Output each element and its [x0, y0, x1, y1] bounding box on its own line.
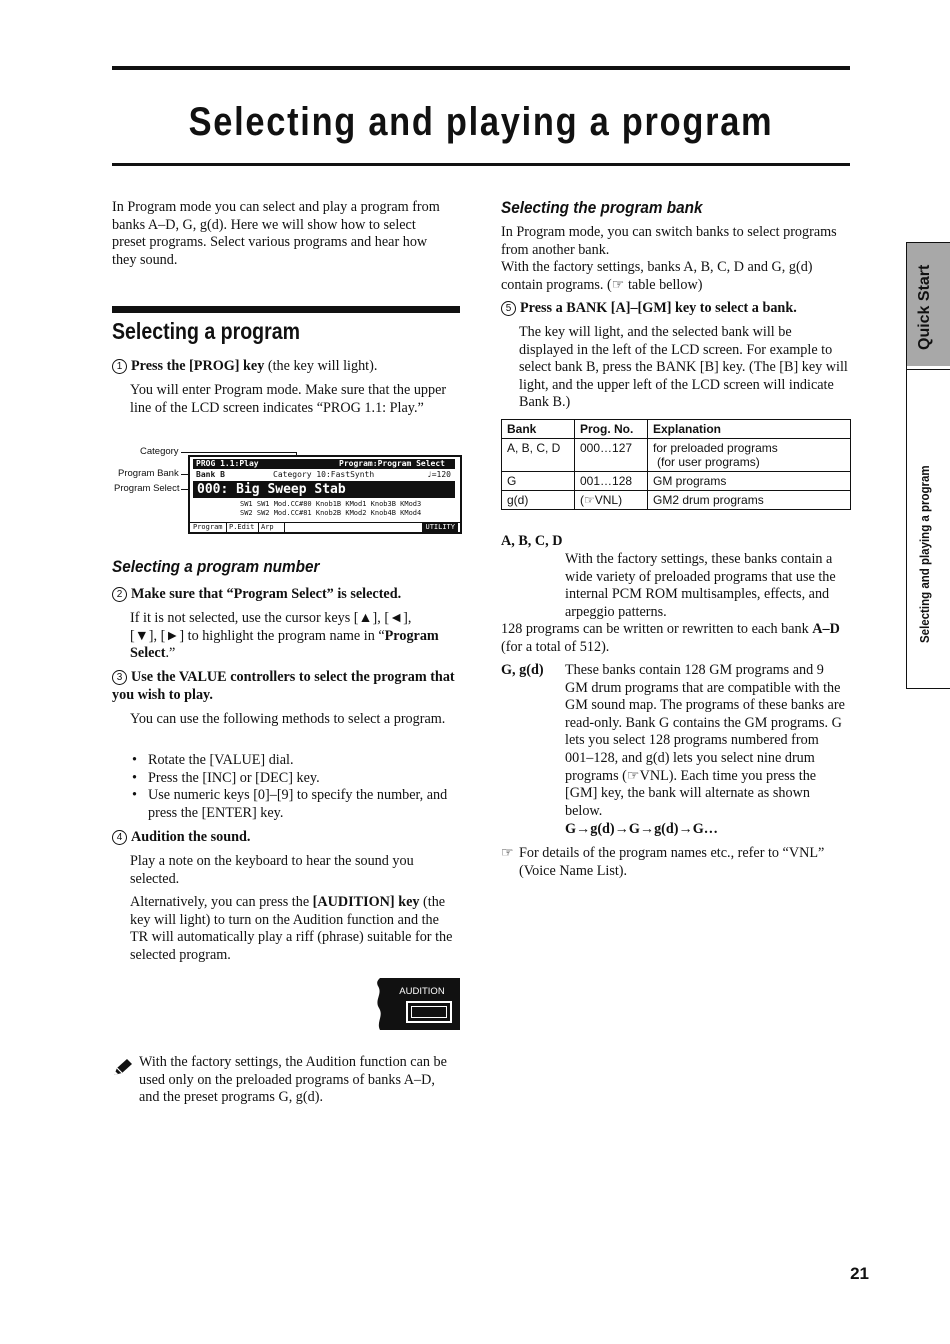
leader-line [181, 452, 297, 453]
lcd-info-row [193, 470, 455, 480]
lcd-header [193, 459, 455, 469]
table-header: Explanation [648, 420, 851, 439]
table-row [502, 439, 851, 472]
bank-table [501, 419, 851, 510]
lcd-program-name: 000: Big Sweep Stab [193, 481, 455, 498]
desc-abcd: With the factory settings, these banks contain a wide variety of preloaded programs that use the internal PCM ROM multisamples, effects, and arpeggio patterns. [565, 551, 836, 620]
table-row [502, 472, 851, 491]
table-cell: (☞VNL) [575, 491, 648, 510]
step-2 [112, 586, 462, 604]
heading-selecting-a-program-number: Selecting a program number [112, 557, 320, 576]
bank-intro: In Program mode, you can switch banks to select programs from another bank. [501, 224, 837, 258]
step-4-body: Play a note on the keyboard to hear the sound you selected. [130, 853, 414, 887]
lcd-tempo: ♩=120 [426, 470, 451, 479]
audition-label: AUDITION [399, 986, 445, 997]
step-number: 4 [112, 830, 127, 845]
step-1-bold: Press the [PROG] key [131, 358, 265, 374]
step-1-rest: (the key will light). [264, 358, 378, 374]
top-rule [112, 66, 850, 70]
step-4 [112, 829, 462, 847]
step-5-body: The key will light, and the selected bank will be displayed in the left of the LCD screen. For example to select bank B, press the BANK [B] key. (The [B] key will light, and the upper left of the LCD screen will indicate Bank B.) [519, 324, 848, 411]
gm-bank-cycle: G→g(d)→G→g(d)→G… [565, 821, 718, 837]
step-5 [501, 300, 851, 318]
audition-key-illustration [374, 978, 460, 1030]
lcd-tab-utility: UTILITY [422, 523, 458, 532]
title-rule [112, 163, 850, 166]
step-4-bold: Audition the sound. [131, 829, 251, 845]
lcd-mode: PROG 1.1:Play [196, 459, 259, 468]
step-3-bold: Use the VALUE controllers to select the program that you wish to play. [112, 669, 455, 703]
page-title: Selecting and playing a program [188, 100, 774, 144]
lcd-label-select: Program Select [114, 483, 180, 494]
reference-hand-icon: ☞ [501, 845, 514, 861]
lcd-label-category: Category [140, 446, 179, 457]
table-row [502, 491, 851, 510]
table-header: Bank [502, 420, 575, 439]
audition-note: With the factory settings, the Audition function can be used only on the preloaded programs of banks A–D, and the preset programs G, g(d). [139, 1054, 447, 1106]
lcd-tab-bar [190, 522, 460, 532]
pencil-note-icon [113, 1058, 133, 1076]
step-1-body: You will enter Program mode. Make sure that the upper line of the LCD screen indicates “PROG 1.1: Play.” [130, 382, 447, 416]
section-rule [112, 306, 460, 313]
lcd-category: Category 10:FastSynth [273, 470, 375, 479]
step-number: 3 [112, 670, 127, 685]
tab-quick-start-label: Quick Start [916, 264, 933, 350]
table-cell: for preloaded programs (for user programs) [648, 439, 851, 472]
step-2-body: If it is not selected, use the cursor keys [▲], [◄], [▼], [►] to highlight the program name in “Program Select.” [130, 610, 439, 662]
bank-factory-settings: With the factory settings, banks A, B, C, D and G, g(d) contain programs. (☞ table bellow) [501, 259, 813, 293]
table-cell: GM2 drum programs [648, 491, 851, 510]
table-cell: GM programs [648, 472, 851, 491]
step-4-alternative: Alternatively, you can press the [AUDITION] key (the key will light) to turn on the Audition function and the TR will automatically play a riff (phrase) suitable for the selected program. [130, 894, 453, 963]
page-number: 21 [850, 1264, 869, 1283]
step-3 [112, 669, 462, 704]
lcd-tab-arp: Arp [258, 523, 285, 532]
list-item: • Press the [INC] or [DEC] key. [148, 770, 473, 788]
lcd-bank: Bank B [196, 470, 225, 479]
lcd-controllers: SW1 SW1 Mod.CC#80 Knob1B KMod1 Knob3B KMod3 SW2 SW2 Mod.CC#81 Knob2B KMod2 Knob4B KMod4 [240, 500, 422, 517]
table-header: Prog. No. [575, 420, 648, 439]
lcd-tab-program: Program [190, 523, 227, 532]
table-cell: 001…128 [575, 472, 648, 491]
intro-paragraph: In Program mode you can select and play a program from banks A–D, G, g(d). Here we will show how to select preset programs. Select various programs and hear how they sound. [112, 199, 440, 268]
method-list [130, 752, 473, 822]
step-number: 1 [112, 359, 127, 374]
lcd-page: Program:Program Select [339, 459, 445, 468]
step-number: 5 [501, 301, 516, 316]
list-item: • Rotate the [VALUE] dial. [148, 752, 473, 770]
lcd-screen [188, 455, 462, 534]
table-cell: G [502, 472, 575, 491]
heading-selecting-the-program-bank: Selecting the program bank [501, 198, 703, 217]
step-3-body: You can use the following methods to select a program. [130, 711, 446, 727]
step-1 [112, 358, 462, 376]
tab-divider [906, 369, 950, 370]
table-cell: 000…127 [575, 439, 648, 472]
tab-chapter-label: Selecting and playing a program [918, 465, 932, 643]
vnl-reference: For details of the program names etc., refer to “VNL” (Voice Name List). [519, 845, 825, 879]
lcd-tab-pedit: P.Edit [226, 523, 259, 532]
table-cell: A, B, C, D [502, 439, 575, 472]
step-2-bold: Make sure that “Program Select” is selected. [131, 586, 402, 602]
list-item: • Use numeric keys [0]–[9] to specify the number, and press the [ENTER] key. [148, 787, 473, 822]
desc-abcd-extra: 128 programs can be written or rewritten to each bank A–D (for a total of 512). [501, 621, 840, 655]
lcd-label-bank: Program Bank [118, 468, 179, 479]
term-abcd: A, B, C, D [501, 533, 563, 549]
audition-button-icon [406, 1001, 452, 1023]
step-number: 2 [112, 587, 127, 602]
term-g-gd: G, g(d) [501, 662, 544, 678]
step-5-bold: Press a BANK [A]–[GM] key to select a bank. [520, 300, 797, 316]
table-cell: g(d) [502, 491, 575, 510]
heading-selecting-a-program: Selecting a program [112, 318, 300, 344]
table-header-row [502, 420, 851, 439]
desc-g-gd: These banks contain 128 GM programs and 9 GM drum programs that are compatible with the GM sound map. The programs of these banks are read-only. Bank G contains the GM programs. G lets you select 128 programs numbered from 001–128, and g(d) lets you select nine drum programs (☞VNL). Each time you press the [GM] key, the bank will alternate as shown below. [565, 662, 845, 819]
